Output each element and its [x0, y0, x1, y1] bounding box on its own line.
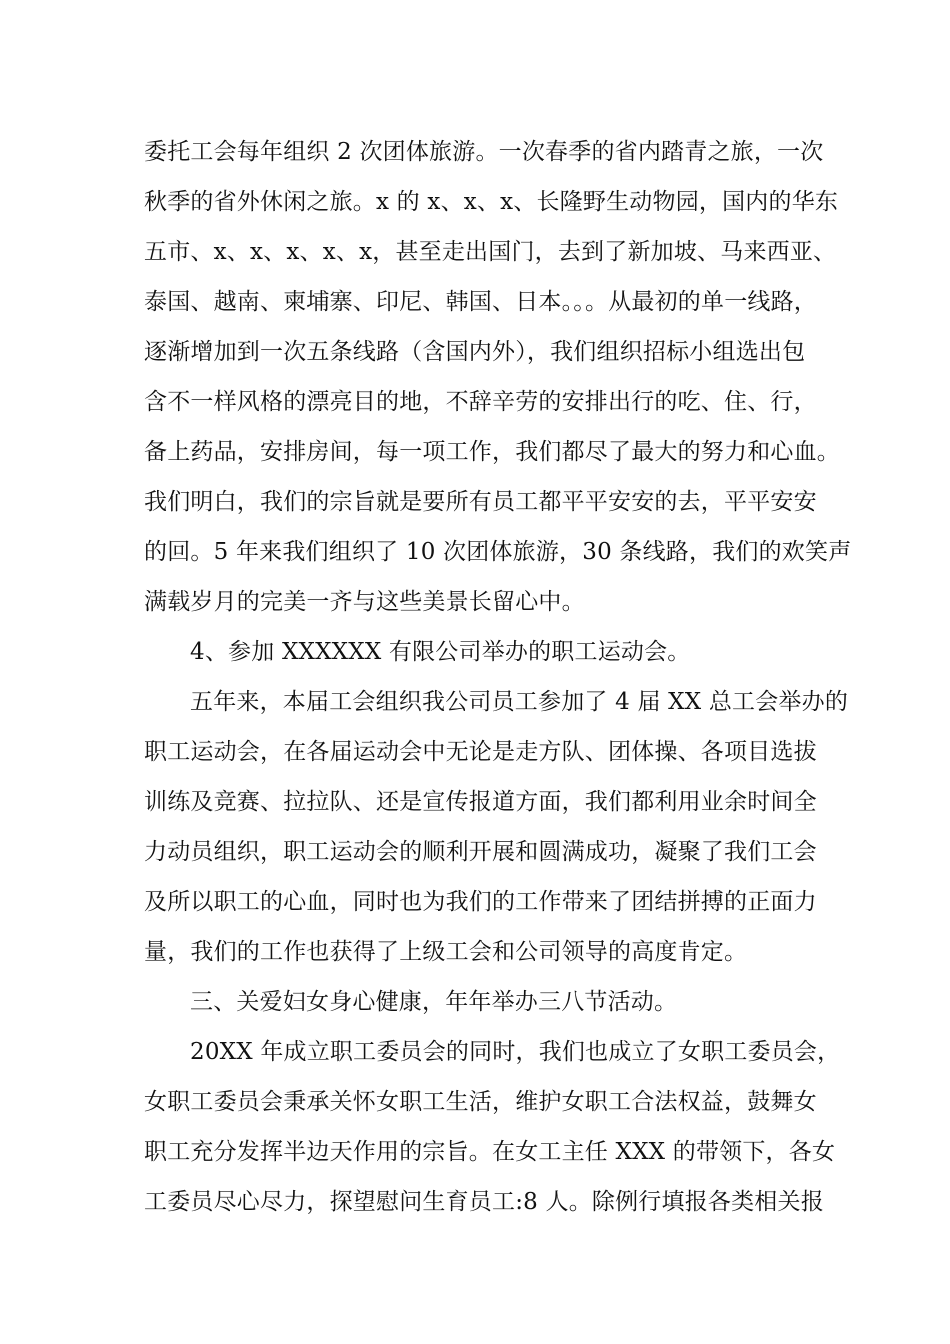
text-line: 备上药品，安排房间，每一项工作，我们都尽了最大的努力和心血。 — [144, 439, 840, 465]
text-line: 职工运动会，在各届运动会中无论是走方队、团体操、各项目选拔 — [144, 739, 817, 765]
text-line: 含不一样风格的漂亮目的地，不辞辛劳的安排出行的吃、住、行， — [144, 389, 817, 415]
text-line: 工委员尽心尽力，探望慰问生育员工:8 人。除例行填报各类相关报 — [144, 1189, 824, 1215]
section-heading: 三、关爱妇女身心健康，年年举办三八节活动。 — [190, 989, 678, 1015]
text-line: 我们明白，我们的宗旨就是要所有员工都平平安安的去，平平安安 — [144, 489, 817, 515]
text-line: 秋季的省外休闲之旅。x 的 x、x、x、长隆野生动物园，国内的华东 — [144, 189, 839, 215]
text-line: 满载岁月的完美一齐与这些美景长留心中。 — [144, 589, 585, 615]
text-line: 及所以职工的心血，同时也为我们的工作带来了团结拼搏的正面力 — [144, 889, 817, 915]
text-line: 逐渐增加到一次五条线路（含国内外），我们组织招标小组选出包 — [144, 339, 806, 365]
text-line: 力动员组织，职工运动会的顺利开展和圆满成功，凝聚了我们工会 — [144, 839, 817, 865]
text-line: 职工充分发挥半边天作用的宗旨。在女工主任 XXX 的带领下，各女 — [144, 1139, 836, 1165]
text-line: 量，我们的工作也获得了上级工会和公司领导的高度肯定。 — [144, 939, 748, 965]
text-line: 女职工委员会秉承关怀女职工生活，维护女职工合法权益，鼓舞女 — [144, 1089, 817, 1115]
text-line: 20XX 年成立职工委员会的同时，我们也成立了女职工委员会， — [190, 1039, 841, 1065]
text-line: 的回。5 年来我们组织了 10 次团体旅游，30 条线路，我们的欢笑声 — [144, 539, 852, 565]
text-line: 泰国、越南、柬埔寨、印尼、韩国、日本。。。从最初的单一线路， — [144, 289, 817, 315]
text-line: 委托工会每年组织 2 次团体旅游。一次春季的省内踏青之旅，一次 — [144, 139, 824, 165]
text-line: 五市、x、x、x、x、x，甚至走出国门，去到了新加坡、马来西亚、 — [144, 239, 837, 265]
text-line: 五年来，本届工会组织我公司员工参加了 4 届 XX 总工会举办的 — [190, 689, 849, 715]
section-heading: 4、参加 XXXXXX 有限公司举办的职工运动会。 — [190, 639, 691, 665]
text-line: 训练及竞赛、拉拉队、还是宣传报道方面，我们都利用业余时间全 — [144, 789, 817, 815]
